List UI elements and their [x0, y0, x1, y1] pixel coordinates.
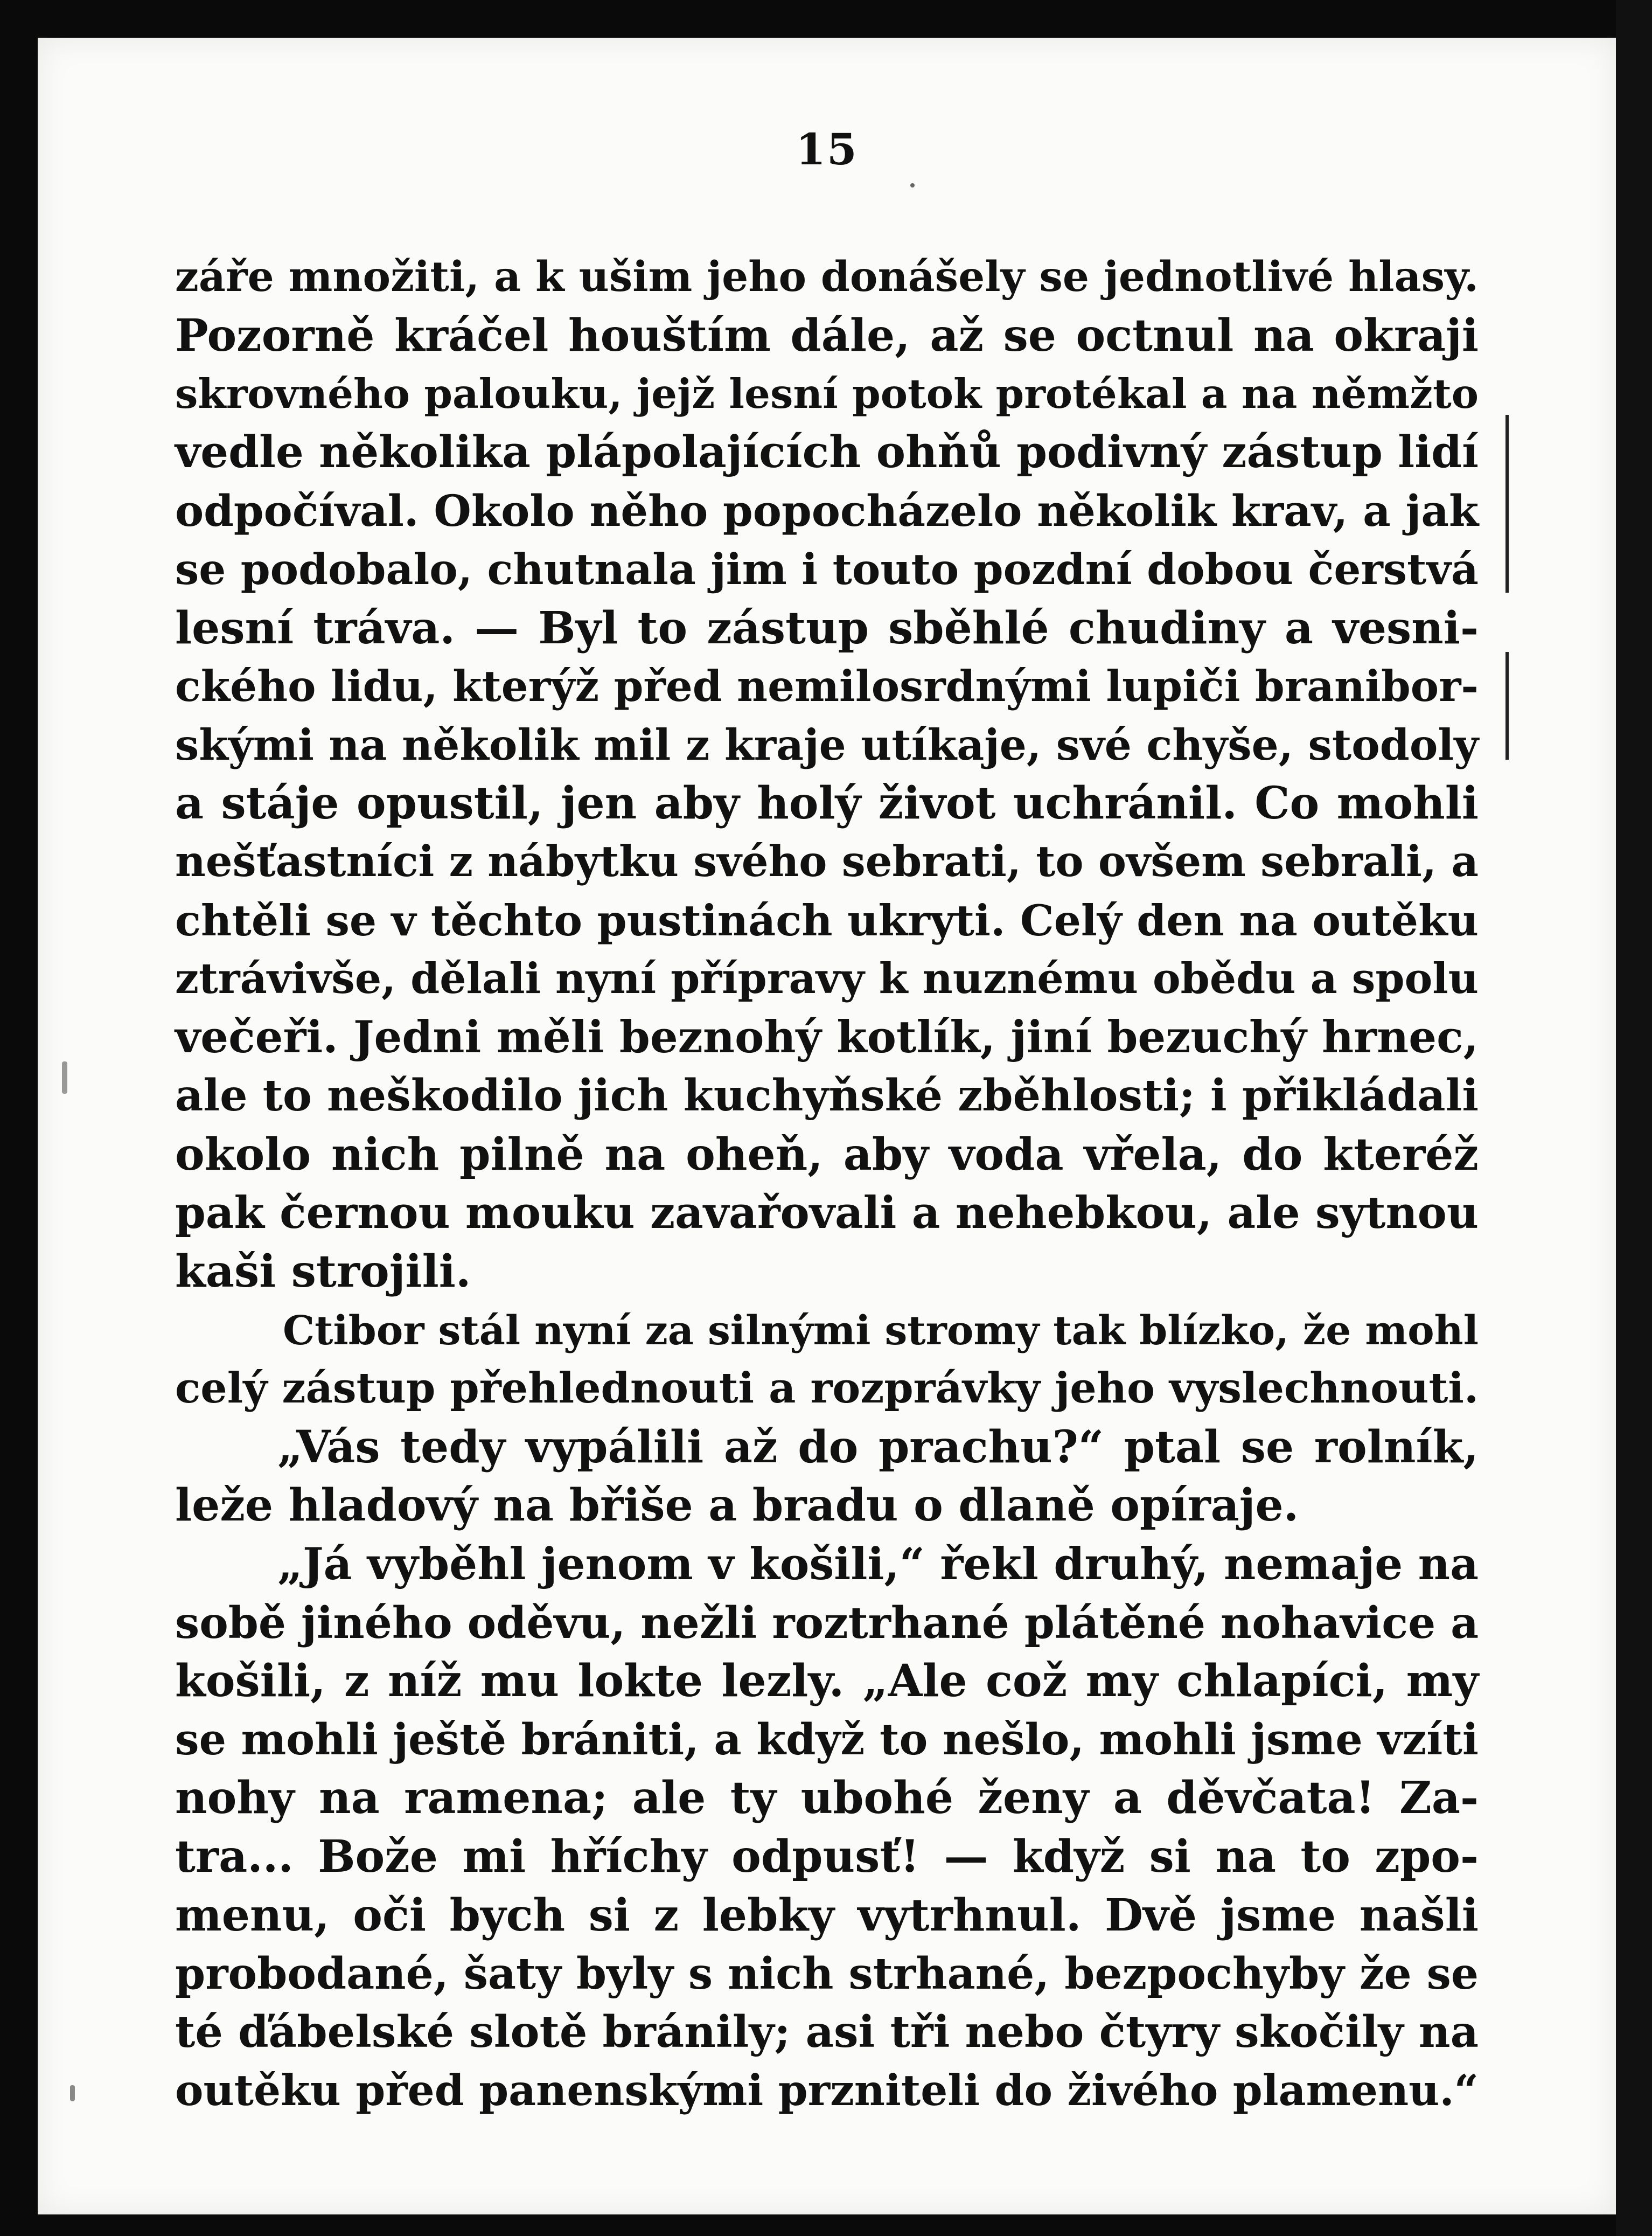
- body-text: [175, 248, 1479, 2120]
- text-line: probodané, šaty byly s nich strhané, bezpochyby že se: [175, 1948, 1479, 1999]
- text-line: se podobalo, chutnala jim i touto pozdní dobou čerstvá: [175, 544, 1479, 594]
- text-line: ckého lidu, kterýž před nemilosrdnými lupiči branibor-: [175, 661, 1479, 712]
- text-line: outěku před panenskými przniteli do živého plamenu.“: [175, 2065, 1479, 2116]
- text-line: záře množiti, a k ušim jeho donášely se jednotlivé hlasy.: [175, 252, 1479, 301]
- margin-mark: [1505, 415, 1509, 593]
- text-line: menu, oči bych si z lebky vytrhnul. Dvě jsme našli: [175, 1889, 1479, 1941]
- text-line: té ďábelské slotě bránily; asi tři nebo čtyry skočily na: [175, 2006, 1479, 2058]
- text-line: Ctibor stál nyní za silnými stromy tak blízko, že mohl: [283, 1306, 1479, 1354]
- text-line: pak černou mouku zavařovali a nehebkou, ale sytnou: [175, 1187, 1479, 1239]
- text-line: ztrávivše, dělali nyní přípravy k nuznému obědu a spolu: [175, 954, 1479, 1004]
- paper-speck: [910, 183, 915, 188]
- text-line: leže hladový na břiše a bradu o dlaně opíraje.: [175, 1480, 1299, 1532]
- text-line: nohy na ramena; ale ty ubohé ženy a děvčata! Za-: [175, 1772, 1479, 1824]
- text-line: skými na několik mil z kraje utíkaje, své chyše, stodoly: [175, 719, 1479, 770]
- page-number: 15: [796, 124, 858, 175]
- text-line: večeři. Jedni měli beznohý kotlík, jiní bezuchý hrnec,: [175, 1011, 1479, 1063]
- margin-mark: [1505, 652, 1509, 760]
- text-line: lesní tráva. — Byl to zástup sběhlé chudiny a vesni-: [175, 602, 1479, 654]
- text-line: odpočíval. Okolo něho popocházelo několik krav, a jak: [175, 485, 1479, 537]
- text-line: sobě jiného oděvu, nežli roztrhané plátěné nohavice a: [175, 1597, 1479, 1648]
- paper-speck: [70, 2085, 75, 2101]
- text-line: „Vás tedy vypálili až do prachu?“ ptal se rolník,: [277, 1421, 1479, 1473]
- text-line: skrovného palouku, jejž lesní potok protékal a na němžto: [175, 370, 1479, 418]
- paper-speck: [62, 1061, 67, 1094]
- text-line: a stáje opustil, jen aby holý život uchránil. Co mohli: [175, 777, 1479, 830]
- book-page: [38, 38, 1616, 2214]
- text-line: kaši strojili.: [175, 1246, 471, 1298]
- text-line: „Já vyběhl jenom v košili,“ řekl druhý, nemaje na: [277, 1538, 1479, 1591]
- text-line: vedle několika plápolajících ohňů podivný zástup lidí: [175, 426, 1479, 478]
- text-line: chtěli se v těchto pustinách ukryti. Celý den na outěku: [175, 895, 1479, 946]
- scan-edge-right: [1616, 0, 1652, 2236]
- text-line: Pozorně kráčel houštím dále, až se octnul na okraji: [175, 309, 1479, 362]
- text-line: nešťastníci z nábytku svého sebrati, to ovšem sebrali, a: [175, 837, 1479, 886]
- text-line: tra... Bože mi hříchy odpusť! — když si na to zpo-: [175, 1831, 1479, 1883]
- text-line: ale to neškodilo jich kuchyňské zběhlosti; i přikládali: [175, 1070, 1479, 1122]
- text-line: košili, z níž mu lokte lezly. „Ale což my chlapíci, my: [175, 1655, 1479, 1707]
- text-line: se mohli ještě brániti, a když to nešlo, mohli jsme vzíti: [175, 1714, 1479, 1765]
- text-line: celý zástup přehlednouti a rozprávky jeho vyslechnouti.: [175, 1364, 1479, 1413]
- text-line: okolo nich pilně na oheň, aby voda vřela, do kteréž: [175, 1128, 1479, 1181]
